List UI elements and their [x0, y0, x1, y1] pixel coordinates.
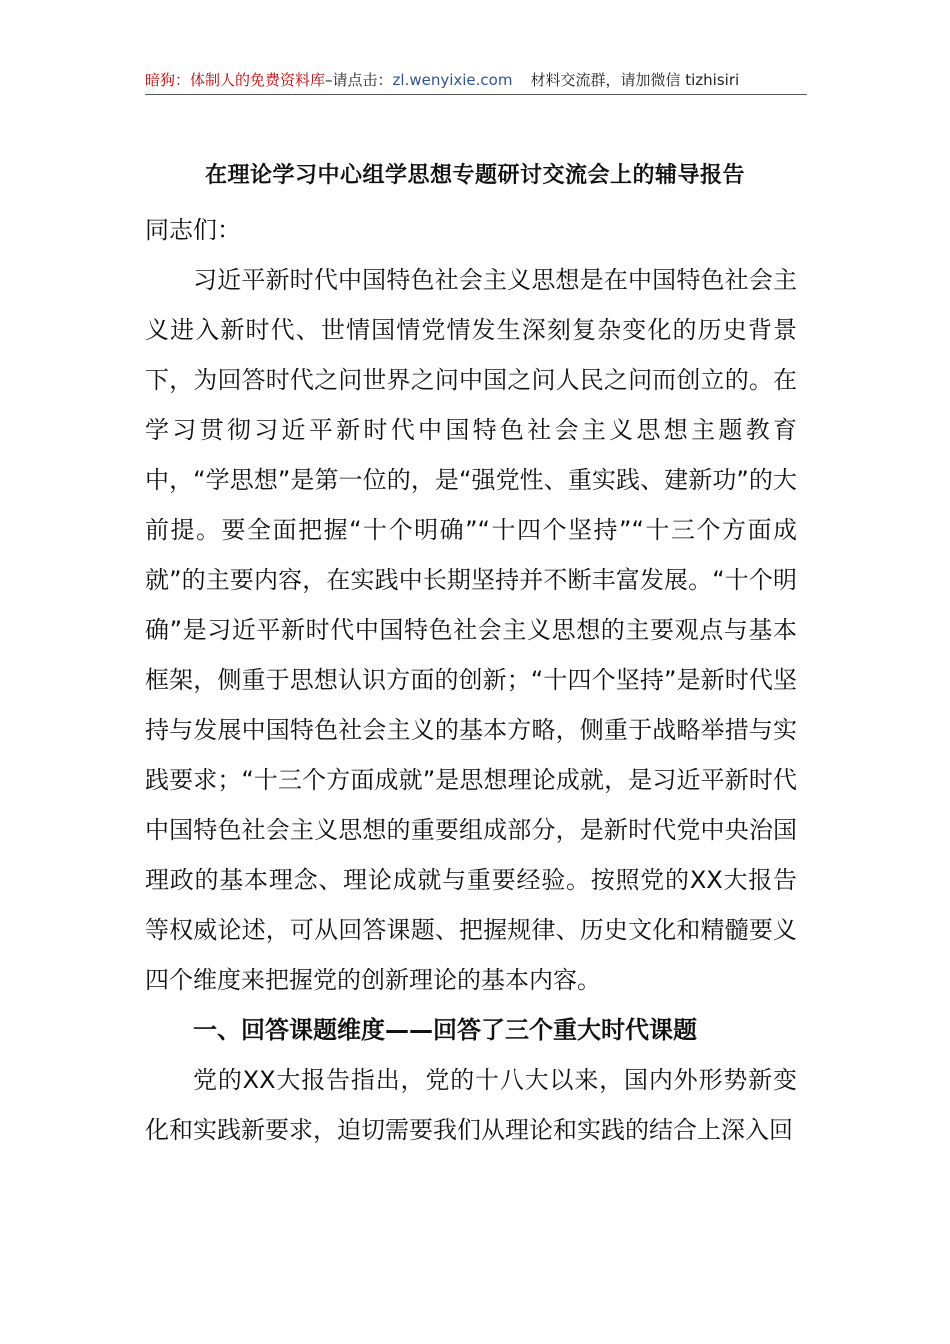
header-contact: 材料交流群，请加微信 tizhisiri — [530, 71, 740, 89]
document-body — [145, 205, 797, 1155]
header-site-link[interactable]: zl.wenyixie.com — [392, 71, 513, 89]
header-separator: –请点击： — [325, 71, 393, 89]
salutation: 同志们： — [145, 216, 241, 244]
header-brand: 暗狗：体制人的免费资料库 — [145, 71, 326, 89]
document-title: 在理论学习中心组学思想专题研讨交流会上的辅导报告 — [204, 163, 745, 188]
paragraph-intro: 习近平新时代中国特色社会主义思想是在中国特色社会主义进入新时代、世情国情党情发生深刻复杂变化的历史背景下，为回答时代之问世界之问中国之问人民之问而创立的。在学习贯彻习近平新时代中国特色社会主义思想主题教育中，“学思想”是第一位的，是“强党性、重实践、建新功”的大前提。要全面把握“十个明确”“十四个坚持”“十三个方面成就”的主要内容，在实践中长期坚持并不断丰富发展。“十个明确”是习近平新时代中国特色社会主义思想的主要观点与基本框架，侧重于思想认识方面的创新；“十四个坚持”是新时代坚持与发展中国特色社会主义的基本方略，侧重于战略举措与实践要求；“十三个方面成就”是思想理论成就，是习近平新时代中国特色社会主义思想的重要组成部分，是新时代党中央治国理政的基本理念、理论成就与重要经验。按照党的XX大报告等权威论述，可从回答课题、把握规律、历史文化和精髓要义四个维度来把握党的创新理论的基本内容。 — [145, 266, 797, 994]
section-heading-1: 一、回答课题维度——回答了三个重大时代课题 — [193, 1016, 697, 1044]
page-header — [145, 68, 807, 95]
paragraph-section-1: 党的XX大报告指出，党的十八大以来，国内外形势新变化和实践新要求，迫切需要我们从理论和实践的结合上深入回 — [145, 1066, 797, 1144]
